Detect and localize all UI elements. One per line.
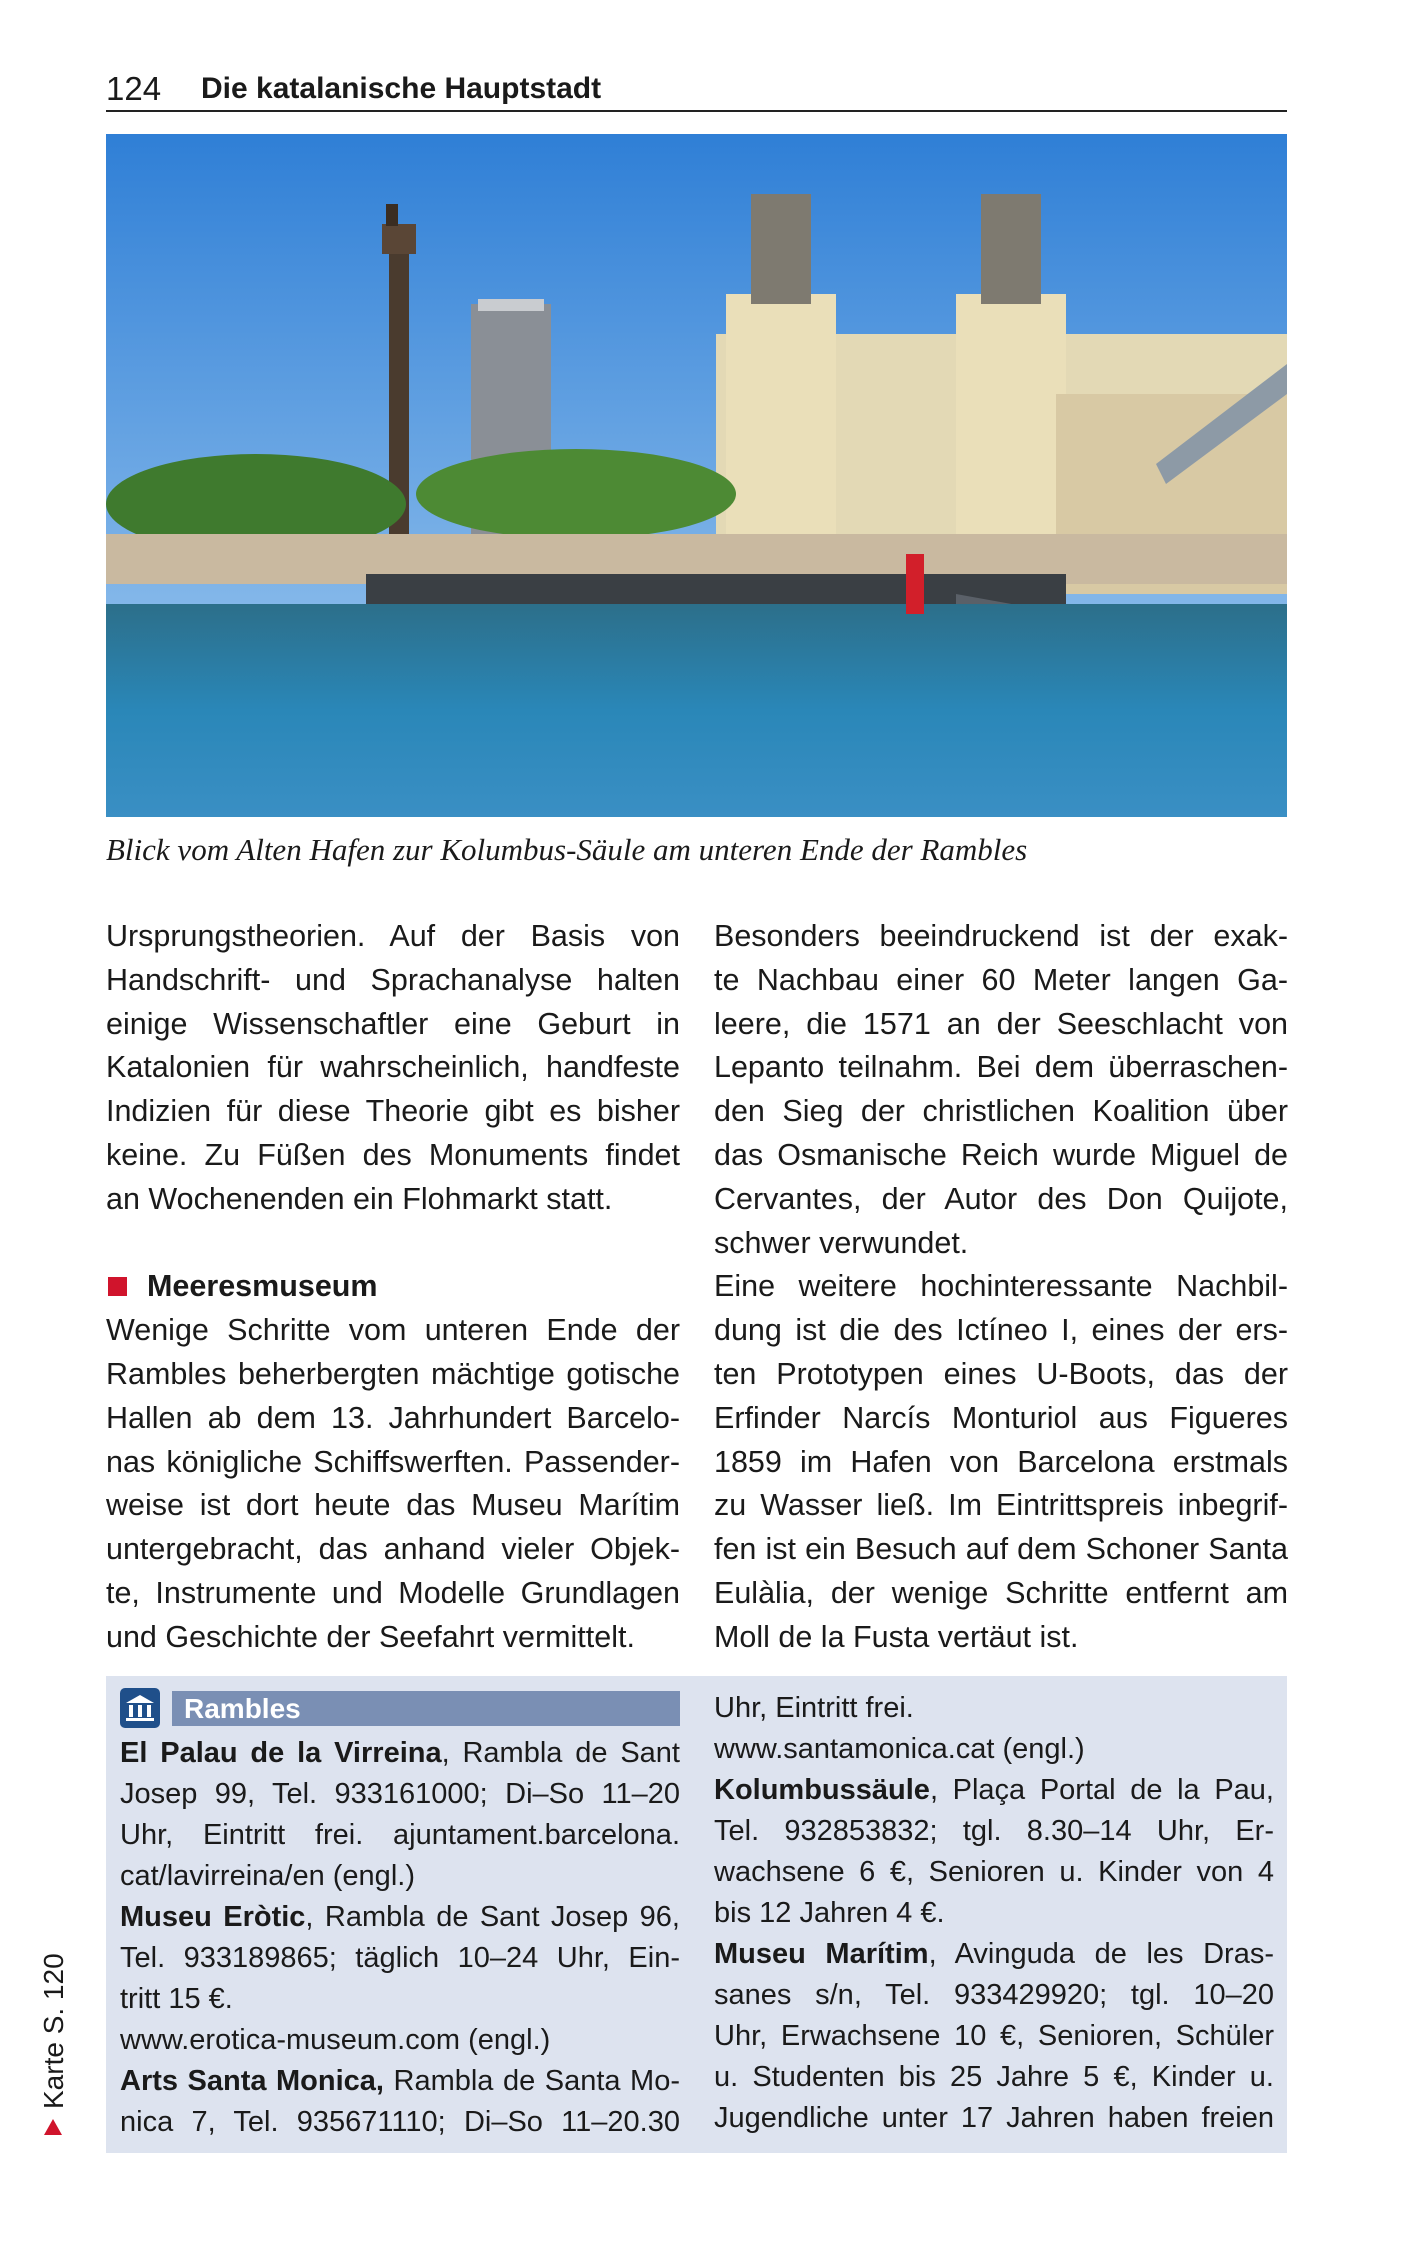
harbor-photo xyxy=(106,134,1287,817)
info-text: www.santamonica.cat (engl.) xyxy=(714,1733,1085,1765)
text-line: und Geschichte der Seefahrt vermittelt. xyxy=(106,1619,635,1654)
info-text: Josep 99, Tel. 933161000; Di–So 11–20 xyxy=(120,1778,680,1810)
info-box xyxy=(106,1676,1287,2153)
paragraph xyxy=(714,915,1288,1265)
info-text: Jugendliche unter 17 Jahren haben freien xyxy=(714,2102,1274,2134)
info-text: Tel. 932853832; tgl. 8.30–14 Uhr, Er- xyxy=(714,1815,1274,1847)
info-text: Tel. 933189865; täglich 10–24 Uhr, Ein- xyxy=(120,1942,680,1974)
info-text: , Plaça Portal de la Pau, xyxy=(929,1774,1274,1806)
info-line xyxy=(714,1811,1274,1852)
text-line: fen ist ein Besuch auf dem Schoner Santa xyxy=(714,1532,1288,1567)
info-box-header xyxy=(120,1688,680,1729)
info-line xyxy=(714,1975,1274,2016)
info-text: nica 7, Tel. 935671110; Di–So 11–20.30 xyxy=(120,2106,680,2138)
info-line xyxy=(714,2098,1274,2139)
info-line xyxy=(120,2020,680,2061)
text-line: das Osmanische Reich wurde Miguel de xyxy=(714,1137,1288,1172)
paragraph xyxy=(714,1265,1288,1659)
text-line: Ursprungstheorien. Auf der Basis von xyxy=(106,919,680,953)
text-line: Rambles beherbergten mächtige gotische xyxy=(106,1356,680,1391)
info-text: bis 12 Jahren 4 €. xyxy=(714,1897,945,1929)
info-text: u. Studenten bis 25 Jahre 5 €, Kinder u. xyxy=(714,2061,1274,2093)
left-column xyxy=(106,915,680,1660)
text-line: Indizien für diese Theorie gibt es bisher xyxy=(106,1094,680,1129)
text-line: Handschrift- und Sprachanalyse halten xyxy=(106,962,680,997)
venue-name: Arts Santa Monica, xyxy=(120,2065,384,2097)
info-text: , Rambla de Sant xyxy=(441,1737,680,1769)
text-line: Lepanto teilnahm. Bei dem überraschen- xyxy=(714,1050,1288,1085)
text-line: dung ist die des Ictíneo I, eines der ers- xyxy=(714,1313,1288,1348)
text-line: nas königliche Schiffswerften. Passender- xyxy=(106,1444,680,1479)
info-line xyxy=(120,1733,680,1774)
red-square-marker-icon xyxy=(108,1277,127,1296)
text-line: zu Wasser ließ. Im Eintrittspreis inbegrif- xyxy=(714,1488,1288,1523)
info-line xyxy=(120,2061,680,2102)
info-text: www.erotica-museum.com (engl.) xyxy=(120,2024,551,2056)
text-line: einige Wissenschaftler eine Geburt in xyxy=(106,1006,680,1041)
info-text: wachsene 6 €, Senioren u. Kinder von 4 xyxy=(714,1856,1274,1888)
info-box-left-column xyxy=(120,1688,680,2143)
info-line xyxy=(714,1688,1274,1729)
text-line: weise ist dort heute das Museu Marítim xyxy=(106,1488,680,1523)
venue-name: Museu Eròtic xyxy=(120,1901,306,1933)
venue-name: El Palau de la Virreina xyxy=(120,1737,442,1769)
info-text: , Rambla de Sant Josep 96, xyxy=(305,1901,680,1933)
info-line xyxy=(120,1897,680,1938)
info-line xyxy=(120,1979,680,2020)
photo-caption: Blick vom Alten Hafen zur Kolumbus-Säule am unteren Ende der Rambles xyxy=(106,832,1028,867)
text-line: Hallen ab dem 13. Jahrhundert Barcelo- xyxy=(106,1400,680,1435)
right-column xyxy=(714,915,1288,1660)
text-line: te, Instrumente und Modelle Grundlagen xyxy=(106,1575,680,1610)
text-line: Cervantes, der Autor des Don Quijote, xyxy=(714,1181,1288,1216)
text-line: leere, die 1571 an der Seeschlacht von xyxy=(714,1006,1288,1041)
info-line xyxy=(120,1815,680,1856)
info-line xyxy=(120,2102,680,2143)
info-line xyxy=(714,1729,1274,1770)
text-line: keine. Zu Füßen des Monuments findet xyxy=(106,1137,680,1172)
info-text: Uhr, Eintritt frei. xyxy=(714,1692,914,1724)
info-box-right-column xyxy=(714,1688,1274,2139)
text-line: 1859 im Hafen von Barcelona erstmals xyxy=(714,1444,1288,1479)
info-line xyxy=(120,1774,680,1815)
page-number: 124 xyxy=(106,70,162,107)
info-line xyxy=(714,1893,1274,1934)
text-line: te Nachbau einer 60 Meter langen Ga- xyxy=(714,962,1288,997)
text-line: ten Prototypen eines U-Boots, das der xyxy=(714,1356,1288,1391)
chapter-title: Die katalanische Hauptstadt xyxy=(201,72,602,105)
text-line: Wenige Schritte vom unteren Ende der xyxy=(106,1313,680,1348)
info-line xyxy=(714,1852,1274,1893)
text-line: Besonders beeindruckend ist der exak- xyxy=(714,919,1288,953)
section-heading: Meeresmuseum xyxy=(106,1265,680,1309)
info-text: Uhr, Eintritt frei. ajuntament.barcelona. xyxy=(120,1819,680,1851)
text-line: Eulàlia, der wenige Schritte entfernt am xyxy=(714,1575,1288,1610)
info-text: tritt 15 €. xyxy=(120,1983,233,2015)
text-line: an Wochenenden ein Flohmarkt statt. xyxy=(106,1181,613,1216)
info-line xyxy=(714,2057,1274,2098)
museum-icon xyxy=(120,1688,160,1728)
info-text: Rambla de Santa Mo- xyxy=(383,2065,680,2097)
info-line xyxy=(120,1938,680,1979)
info-text: , Avinguda de les Dras- xyxy=(928,1938,1274,1970)
triangle-pointer-icon xyxy=(44,2119,62,2135)
info-text: cat/lavirreina/en (engl.) xyxy=(120,1860,415,1892)
text-line: den Sieg der christlichen Koalition über xyxy=(714,1094,1288,1129)
text-line: untergebracht, das anhand vieler Objek- xyxy=(106,1532,680,1567)
venue-name: Museu Marítim xyxy=(714,1938,929,1970)
info-line xyxy=(714,1934,1274,1975)
map-reference[interactable]: Karte S. 120 xyxy=(38,1953,70,2135)
text-line: Moll de la Fusta vertäut ist. xyxy=(714,1619,1079,1654)
text-line: schwer verwundet. xyxy=(714,1225,969,1260)
info-line xyxy=(120,1856,680,1897)
info-line xyxy=(714,2016,1274,2057)
venue-name: Kolumbussäule xyxy=(714,1774,930,1806)
text-line: Erfinder Narcís Monturiol aus Figueres xyxy=(714,1400,1288,1435)
info-box-title: Rambles xyxy=(172,1691,680,1726)
info-text: Uhr, Erwachsene 10 €, Senioren, Schüler xyxy=(714,2020,1274,2052)
running-header xyxy=(106,66,1287,112)
text-line: Eine weitere hochinteressante Nachbil- xyxy=(714,1269,1288,1304)
text-line: Katalonien für wahrscheinlich, handfeste xyxy=(106,1050,680,1085)
info-line xyxy=(714,1770,1274,1811)
info-text: sanes s/n, Tel. 933429920; tgl. 10–20 xyxy=(714,1979,1274,2011)
